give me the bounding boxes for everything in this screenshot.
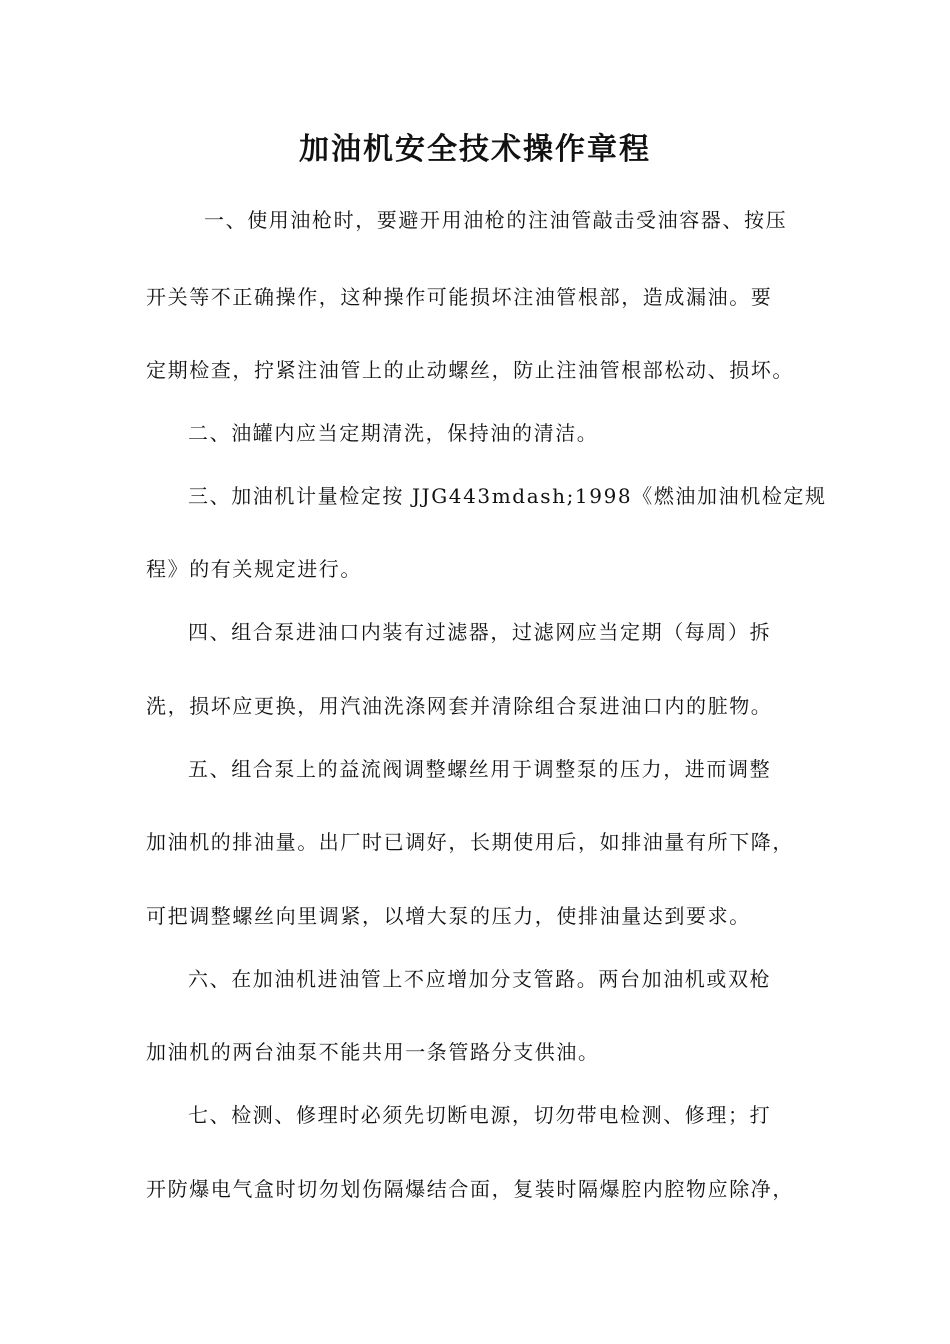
paragraph-line: 程》的有关规定进行。 — [146, 557, 362, 581]
paragraph-line: 定期检查，拧紧注油管上的止动螺丝，防止注油管根部松动、损坏。 — [146, 358, 794, 382]
paragraph-line: 加油机的两台油泵不能共用一条管路分支供油。 — [146, 1040, 600, 1064]
paragraph-line: 一、使用油枪时，要避开用油枪的注油管敲击受油容器、按压 — [204, 208, 788, 232]
paragraph-line: 可把调整螺丝向里调紧，以增大泵的压力，使排油量达到要求。 — [146, 904, 751, 928]
paragraph-line: 三、加油机计量检定按 JJG443mdash;1998《燃油加油机检定规 — [188, 484, 827, 508]
paragraph-line: 二、油罐内应当定期清洗，保持油的清洁。 — [188, 421, 599, 445]
paragraph-line: 六、在加油机进油管上不应增加分支管路。两台加油机或双枪 — [188, 967, 772, 991]
document-title: 加油机安全技术操作章程 — [299, 132, 651, 167]
paragraph-line: 七、检测、修理时必须先切断电源，切勿带电检测、修理；打 — [188, 1103, 772, 1127]
paragraph-line: 洗，损坏应更换，用汽油洗涤网套并清除组合泵进油口内的脏物。 — [146, 694, 773, 718]
paragraph-line: 开防爆电气盒时切勿划伤隔爆结合面，复装时隔爆腔内腔物应除净， — [146, 1177, 794, 1201]
paragraph-line: 五、组合泵上的益流阀调整螺丝用于调整泵的压力，进而调整 — [188, 757, 772, 781]
paragraph-line: 开关等不正确操作，这种操作可能损坏注油管根部，造成漏油。要 — [146, 285, 773, 309]
paragraph-line: 加油机的排油量。出厂时已调好，长期使用后，如排油量有所下降， — [146, 830, 794, 854]
paragraph-line: 四、组合泵进油口内装有过滤器，过滤网应当定期（每周）拆 — [188, 620, 772, 644]
